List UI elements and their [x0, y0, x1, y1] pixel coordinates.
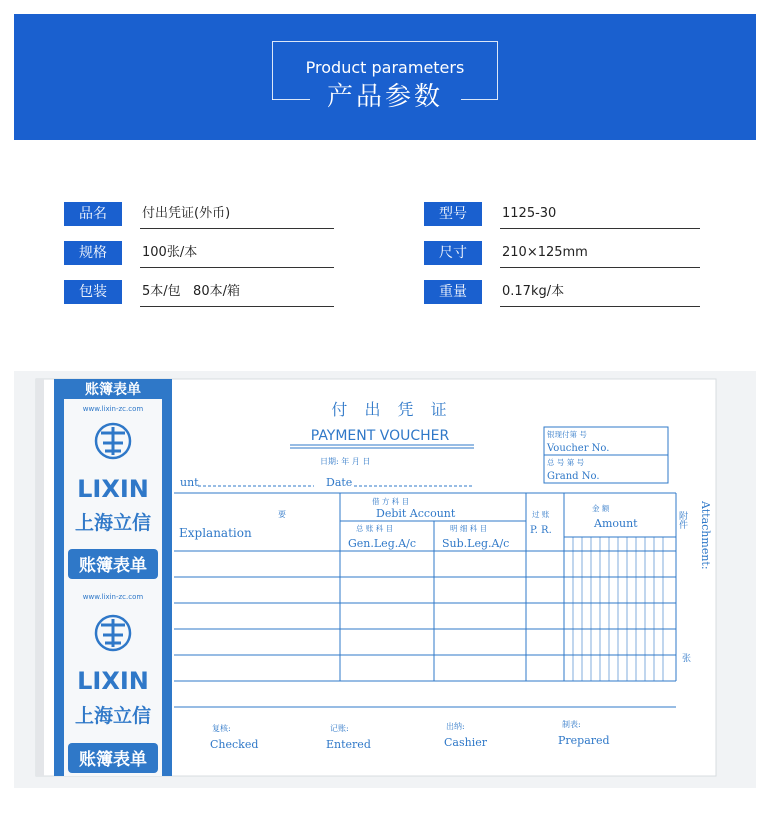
sign-prepared-cn: 制表:: [562, 720, 581, 729]
col-amount: Amount: [594, 517, 638, 530]
col-genleg-cn: 总 账 科 目: [356, 524, 394, 533]
voucher-no-en: Voucher No.: [547, 443, 610, 454]
param-value: 付出凭证(外币): [140, 202, 334, 229]
col-attach: Attachment:: [699, 501, 712, 570]
banner-title-cn: 产品参数: [326, 82, 443, 112]
col-debit: Debit Account: [376, 507, 456, 520]
param-packing: [64, 280, 334, 306]
sign-checked-cn: 复核:: [212, 724, 231, 733]
param-value: 210×125mm: [500, 241, 700, 268]
website-top: www.lixin-zc.com: [82, 405, 144, 413]
series-text-top: 账簿表单: [85, 382, 141, 398]
sign-cashier-cn: 出纳:: [446, 722, 465, 731]
sign-entered: Entered: [326, 738, 371, 751]
cover-stripe-left: [54, 379, 64, 776]
attach-unit: 张: [682, 654, 692, 664]
sign-checked: Checked: [210, 738, 259, 751]
brand-cn: 上海立信: [74, 705, 152, 727]
param-label: 尺寸: [424, 241, 482, 265]
series-text: 账簿表单: [79, 750, 147, 770]
grand-no-en: Grand No.: [547, 471, 600, 482]
param-name: [64, 202, 334, 228]
banner-title-en: Product parameters: [305, 58, 465, 77]
col-attach-cn: 附件: [677, 511, 687, 529]
param-label: 规格: [64, 241, 122, 265]
pad-edge: [36, 379, 44, 776]
param-label: 品名: [64, 202, 122, 226]
col-subleg: Sub.Leg.A/c: [442, 537, 510, 550]
col-pr-cn: 过 账: [532, 510, 550, 519]
grand-no-cn: 总 号 第 号: [547, 458, 585, 467]
param-value: 5本/包 80本/箱: [140, 280, 334, 307]
voucher-no-cn: 银现付第 号: [547, 430, 587, 439]
date-cn: 日期: 年 月 日: [320, 457, 371, 466]
param-size: [424, 241, 700, 267]
param-value: 100张/本: [140, 241, 334, 268]
series-text: 账簿表单: [79, 556, 147, 576]
col-genleg: Gen.Leg.A/c: [348, 537, 417, 550]
param-label: 包装: [64, 280, 122, 304]
param-label: 重量: [424, 280, 482, 304]
account-stub: unt: [180, 476, 199, 489]
col-pr: P. R.: [530, 525, 552, 536]
col-explanation-cn: 要: [278, 510, 286, 519]
param-label: 型号: [424, 202, 482, 226]
col-subleg-cn: 明 细 科 目: [450, 524, 488, 533]
voucher-title-en: PAYMENT VOUCHER: [310, 428, 450, 444]
col-amount-cn: 金 额: [592, 504, 610, 513]
brand-en: LIXIN: [77, 475, 149, 503]
voucher-photo: [14, 371, 756, 788]
param-value: 0.17kg/本: [500, 280, 700, 307]
brand-en: LIXIN: [77, 667, 149, 695]
sign-entered-cn: 记账:: [330, 724, 349, 733]
brand-cn: 上海立信: [74, 512, 152, 534]
col-explanation: Explanation: [179, 526, 252, 540]
voucher-illustration: [14, 371, 756, 788]
param-value: 1125-30: [500, 202, 700, 229]
date-en: Date: [326, 476, 353, 489]
voucher-title-cn: 付 出 凭 证: [331, 400, 453, 419]
header-banner: [14, 14, 756, 140]
sign-cashier: Cashier: [444, 736, 487, 749]
param-model: [424, 202, 700, 228]
sign-prepared: Prepared: [558, 734, 610, 747]
cover-stripe-right: [162, 379, 172, 776]
col-debit-cn: 借 方 科 目: [372, 497, 410, 506]
website: www.lixin-zc.com: [82, 593, 144, 601]
param-spec: [64, 241, 334, 267]
param-weight: [424, 280, 700, 306]
